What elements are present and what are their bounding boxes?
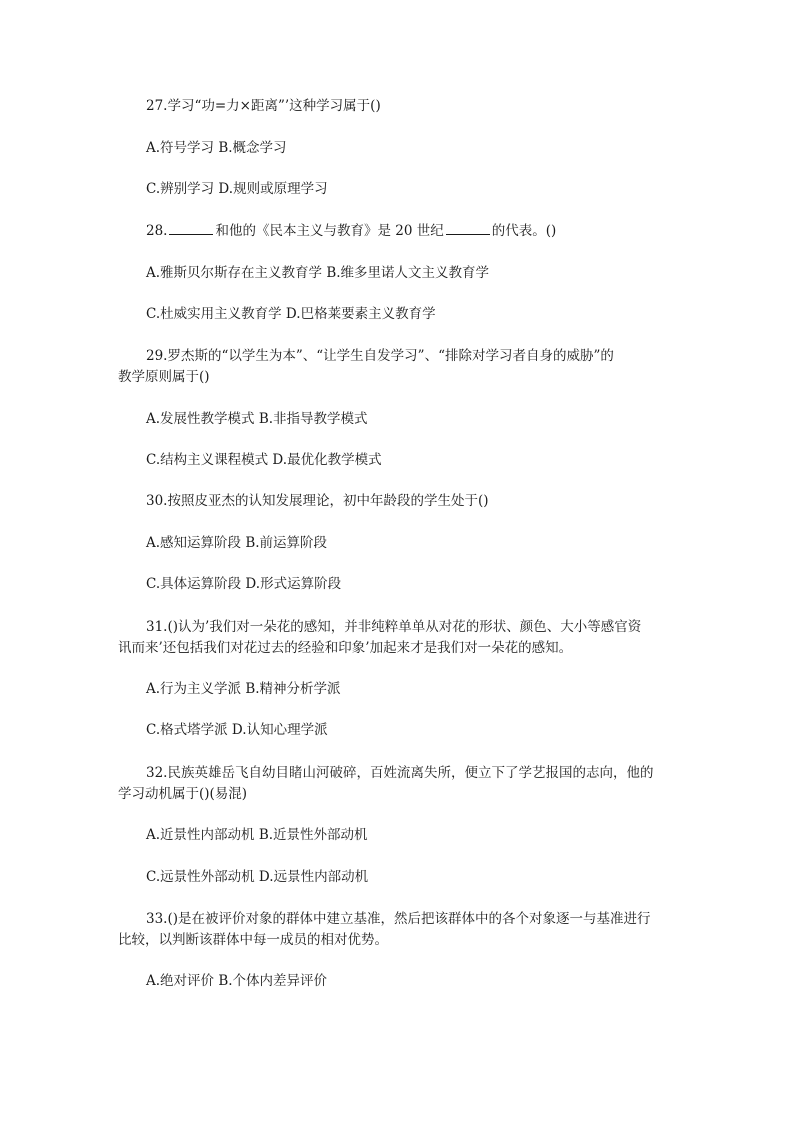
question-33-options-ab: A.绝对评价 B.个体内差异评价 [146, 973, 328, 989]
question-32-stem-line2: 学习动机属于()(易混) [118, 786, 248, 802]
question-30-options-cd: C.具体运算阶段 D.形式运算阶段 [146, 576, 342, 592]
question-28-stem-part3: 的代表。() [491, 223, 557, 239]
question-27-stem: 27.学习“功=力×距离”’这种学习属于() [146, 98, 381, 114]
question-32-stem-line1: 32.民族英雄岳飞自幼目睹山河破碎，百姓流离失所，便立下了学艺报国的志向，他的 [146, 765, 654, 781]
question-30-stem: 30.按照皮亚杰的认知发展理论，初中年龄段的学生处于() [146, 493, 489, 509]
question-32-options-ab: A.近景性内部动机 B.近景性外部动机 [146, 827, 368, 843]
question-27-options-cd: C.辨别学习 D.规则或原理学习 [146, 181, 328, 197]
question-32-options-cd: C.远景性外部动机 D.远景性内部动机 [146, 869, 369, 885]
question-29-options-ab: A.发展性教学模式 B.非指导教学模式 [146, 411, 368, 427]
question-28-options-ab: A.雅斯贝尔斯存在主义教育学 B.维多里诺人文主义教育学 [146, 265, 490, 281]
question-31-options-ab: A.行为主义学派 B.精神分析学派 [146, 681, 341, 697]
question-29-stem-line2: 教学原则属于() [118, 369, 210, 385]
question-28-stem-part1: 28. [146, 223, 168, 239]
question-31-options-cd: C.格式塔学派 D.认知心理学派 [146, 722, 328, 738]
question-29-options-cd: C.结构主义课程模式 D.最优化教学模式 [146, 452, 382, 468]
answer-blank [446, 221, 490, 235]
question-33-stem-line2: 比较，以判断该群体中每一成员的相对优势。 [118, 932, 388, 948]
answer-blank [169, 221, 213, 235]
question-31-stem-line2: 讯而来’还包括我们对花过去的经验和印象’加起来才是我们对一朵花的感知。 [118, 640, 573, 656]
question-28-options-cd: C.杜威实用主义教育学 D.巴格莱要素主义教育学 [146, 306, 436, 322]
question-29-stem-line1: 29.罗杰斯的“以学生为本”、“让学生自发学习”、“排除对学习者自身的威胁”的 [146, 348, 614, 364]
question-28-stem [146, 221, 556, 242]
question-28-stem-part2: 和他的《民本主义与教育》是 20 世纪 [215, 223, 444, 239]
question-31-stem-line1: 31.()认为’我们对一朵花的感知，并非纯粹单单从对花的形状、颜色、大小等感官资 [146, 619, 642, 635]
question-30-options-ab: A.感知运算阶段 B.前运算阶段 [146, 535, 328, 551]
question-27-options-ab: A.符号学习 B.概念学习 [146, 140, 287, 156]
question-33-stem-line1: 33.()是在被评价对象的群体中建立基准，然后把该群体中的各个对象逐一与基准进行 [146, 911, 651, 927]
